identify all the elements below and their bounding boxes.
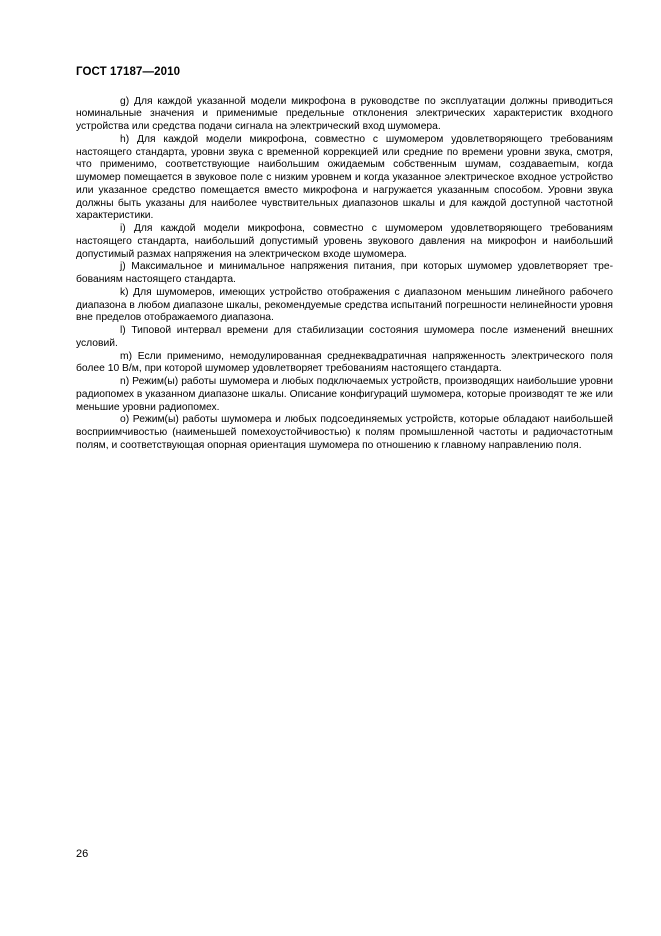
paragraph-i: i) Для каждой модели микрофона, совместно с шумомером удовлетворяющего требованиям настоящего стандарта, наибольший допустимый уровень звукового давления на микрофон и наибольший допустимый размах напряжения на электрическом входе шумомера. xyxy=(76,223,613,260)
paragraph-j: j) Максимальное и минимальное напряжения питания, при которых шумомер удовлетворяет требованиям настоящего стандарта. xyxy=(76,261,613,285)
paragraph-h: h) Для каждой модели микрофона, совместно с шумомером удовлетворяющего требованиям настоящего стандарта, уровни звука с временной коррекцией или средние по времени уровни звука, смотря, что применимо, соответствующие наибольшим ожидаемым собственным шумам, создаваеmым, когда шумомер помещается в звуковое поле с низким уровнем и когда указанное электрическое входное устройство или указанное средство помещается вместо микрофона и нагружается указанным способом. Уровни звука должны быть указаны для наиболее чувствительных диапазонов шкалы и для каждой доступной частотной характеристики. xyxy=(76,133,613,222)
paragraph-g: g) Для каждой указанной модели микрофона в руководстве по эксплуатации должны приводиться номинальные значения и применимые предельные отклонения электрических характеристик входного устройства или средства подачи сигнала на электрический вход шумомера. xyxy=(76,95,613,132)
paragraph-n: n) Режим(ы) работы шумомера и любых подключаемых устройств, производящих наибольшие уровни радиопомех в указанном диапазоне шкалы. Описание конфигураций шумомера, которые производят те же или меньшие уровни радиопомех. xyxy=(76,376,613,413)
paragraph-l: l) Типовой интервал времени для стабилизации состояния шумомера после изменений внешних условий. xyxy=(76,325,613,349)
paragraph-o: o) Режим(ы) работы шумомера и любых подсоединяемых устройств, которые обладают наибольшей восприимчивостью (наименьшей помехоустойчивостью) к полям промышленной частоты и радиочастотным полям, и соответствующая опорная ориентация шумомера по отношению к главному направлению поля. xyxy=(76,414,613,451)
paragraph-k: k) Для шумомеров, имеющих устройство отображения с диапазоном меньшим линейного рабочего диапазона в любом диапазоне шкалы, рекомендуемые средства испытаний погрешности нелинейности уровня вне пределов отображаемого диапазона. xyxy=(76,286,613,324)
paragraph-m: m) Если применимо, немодулированная среднеквадратичная напряженность электрического поля более 10 В/м, при которой шумомер удовлетворяет требованиям настоящего стандарта. xyxy=(76,350,613,375)
document-header: ГОСТ 17187—2010 xyxy=(76,66,181,78)
page-number: 26 xyxy=(76,848,89,860)
document-body xyxy=(76,96,613,453)
